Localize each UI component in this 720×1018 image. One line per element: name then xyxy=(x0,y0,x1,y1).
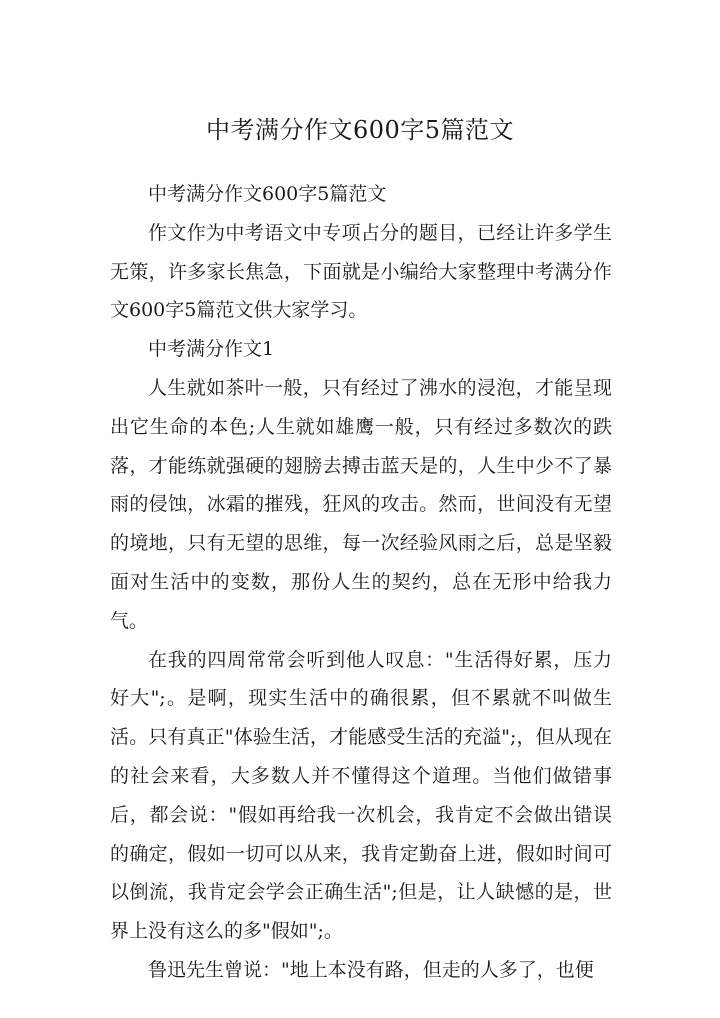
document-body xyxy=(110,175,612,990)
section-heading: 中考满分作文1 xyxy=(148,338,275,361)
document-title: 中考满分作文600字5篇范文 xyxy=(205,116,515,144)
body-paragraph: 鲁迅先生曾说："地上本没有路，但走的人多了，也便 xyxy=(148,958,594,981)
intro-paragraph: 作文作为中考语文中专项占分的题目，已经让许多学生无策，许多家长焦急，下面就是小编给大家整理中考满分作文600字5篇范文供大家学习。 xyxy=(110,221,612,322)
body-paragraph: 在我的四周常常会听到他人叹息："生活得好累，压力好大";。是啊，现实生活中的确很累，但不累就不叫做生活。只有真正"体验生活，才能感受生活的充溢";，但从现在的社会来看，大多数人并不懂得这个道理。当他们做错事后，都会说："假如再给我一次机会，我肯定不会做出错误的确定，假如一切可以从来，我肯定勤奋上进，假如时间可以倒流，我肯定会学会正确生活";但是，让人缺憾的是，世界上没有这么的多"假如";。 xyxy=(110,648,612,943)
subtitle-paragraph: 中考满分作文600字5篇范文 xyxy=(148,183,387,205)
body-paragraph: 人生就如茶叶一般，只有经过了沸水的浸泡，才能呈现出它生命的本色;人生就如雄鹰一般，只有经过多数次的跌落，才能练就强硬的翅膀去搏击蓝天是的，人生中少不了暴雨的侵蚀，冰霜的摧残，狂风的攻击。然而，世间没有无望的境地，只有无望的思维，每一次经验风雨之后，总是坚毅面对生活中的变数，那份人生的契约，总在无形中给我力气。 xyxy=(110,376,612,632)
